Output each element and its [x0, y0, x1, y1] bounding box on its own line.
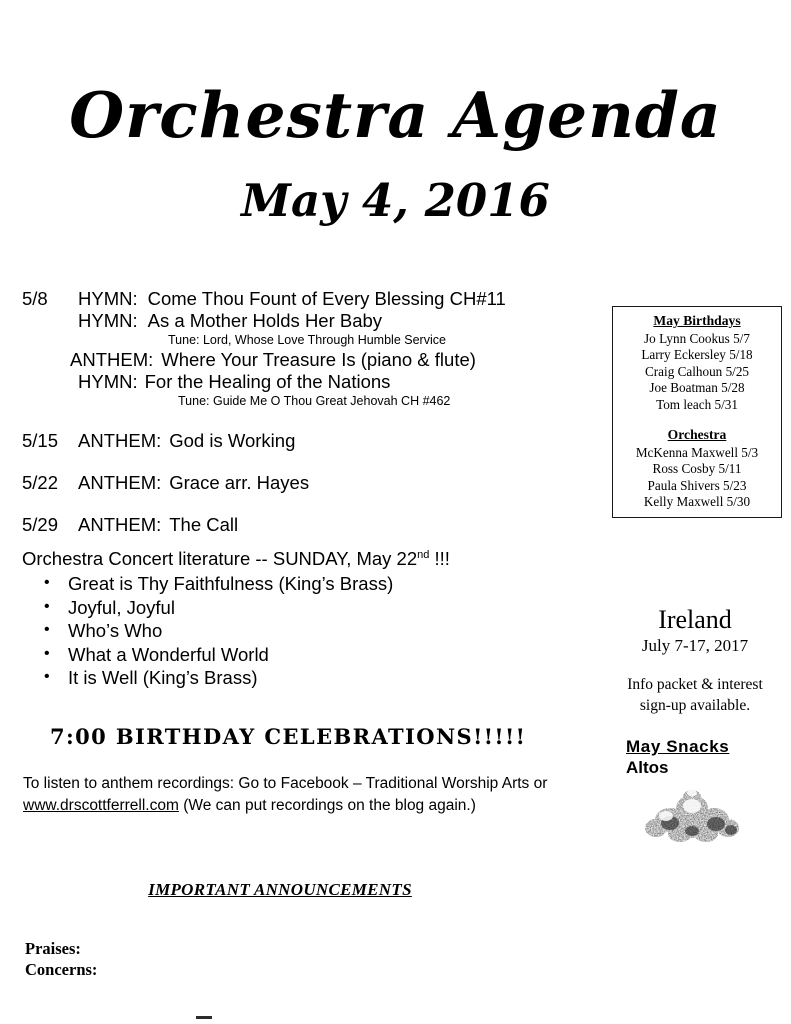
prayer-requests: [25, 938, 97, 980]
schedule-row: [22, 514, 582, 536]
birthday-entry: McKenna Maxwell 5/3: [635, 444, 759, 460]
praises-label: Praises:: [25, 939, 81, 958]
spacer: [22, 410, 582, 430]
ireland-title: Ireland: [658, 605, 732, 634]
list-item: • It is Well (King’s Brass): [68, 666, 562, 690]
birthday-entry: Tom leach 5/31: [656, 396, 738, 412]
birthdays-heading: May Birthdays: [653, 313, 741, 328]
schedule-label: HYMN:: [78, 288, 138, 309]
fruit-basket-clipart: [636, 784, 748, 846]
schedule-date: 5/15: [22, 430, 59, 451]
concert-heading-suffix: !!!: [429, 548, 450, 570]
schedule-label: ANTHEM:: [78, 430, 162, 451]
birthday-entry: Larry Eckersley 5/18: [641, 347, 753, 362]
announcements-heading: IMPORTANT ANNOUNCEMENTS: [148, 880, 412, 899]
schedule-value: The Call: [169, 514, 239, 535]
ireland-note: [598, 674, 791, 716]
page-title: Orchestra Agenda: [69, 78, 722, 152]
schedule-row: [22, 430, 582, 452]
birthday-entry: Kelly Maxwell 5/30: [643, 494, 751, 509]
recordings-line-2: [23, 795, 593, 817]
schedule-label: ANTHEM:: [78, 472, 162, 493]
page-bottom-ink-fragment: [196, 1016, 212, 1019]
faded-announcement-text: [60, 908, 650, 926]
concerns-label: Concerns:: [25, 960, 98, 979]
concert-literature: [22, 543, 562, 690]
page-date: May 4, 2016: [241, 174, 550, 227]
schedule-label: HYMN:: [78, 371, 138, 392]
ireland-note-line-2: sign-up available.: [639, 697, 751, 714]
schedule-row: [22, 288, 582, 310]
birthday-celebration-line: 7:00 BIRTHDAY CELEBRATIONS!!!!!: [50, 724, 527, 749]
ireland-dates: July 7-17, 2017: [641, 636, 749, 655]
schedule-label: HYMN:: [78, 310, 138, 331]
recordings-line-2-tail: (We can put recordings on the blog again.): [178, 797, 476, 814]
schedule-tune: Tune: Guide Me O Thou Great Jehovah CH #462: [178, 394, 451, 408]
schedule-label: ANTHEM:: [70, 349, 154, 370]
schedule-value: Grace arr. Hayes: [169, 472, 310, 493]
schedule-date: 5/29: [22, 514, 59, 535]
schedule-row: [22, 472, 582, 494]
schedule-row: [14, 349, 582, 371]
schedule-value: For the Healing of the Nations: [144, 371, 391, 392]
spacer: [613, 413, 781, 427]
schedule-value: God is Working: [169, 430, 296, 451]
schedule-value: As a Mother Holds Her Baby: [147, 310, 383, 331]
schedule-row: [22, 310, 582, 332]
birthdays-box: [612, 306, 782, 518]
recordings-line-1: To listen to anthem recordings: Go to Facebook – Traditional Worship Arts or: [23, 775, 548, 792]
concert-heading-ordinal: nd: [417, 549, 430, 561]
schedule-value: Where Your Treasure Is (piano & flute): [161, 349, 476, 370]
birthday-entry: Paula Shivers 5/23: [647, 477, 747, 493]
schedule-tune: Tune: Lord, Whose Love Through Humble Service: [168, 333, 446, 347]
snacks-block: [626, 736, 791, 778]
schedule-label: ANTHEM:: [78, 514, 162, 535]
birthday-entry: Ross Cosby 5/11: [652, 461, 742, 476]
schedule-date: 5/8: [22, 288, 48, 309]
concert-piece-list: [22, 572, 562, 690]
service-schedule: [22, 288, 582, 536]
birthday-entry: Joe Boatman 5/28: [649, 380, 745, 395]
spacer: [22, 494, 582, 514]
website-link[interactable]: www.drscottferrell.com: [23, 797, 179, 814]
ireland-trip-block: [598, 605, 791, 716]
schedule-date: 5/22: [22, 472, 59, 493]
schedule-row: [22, 371, 582, 393]
snacks-heading: May Snacks: [626, 737, 730, 756]
orchestra-birthdays-heading: Orchestra: [667, 427, 727, 442]
birthday-entry: Jo Lynn Cookus 5/7: [644, 330, 750, 346]
concert-heading: [22, 543, 562, 571]
schedule-value: Come Thou Fount of Every Blessing CH#11: [147, 288, 506, 309]
ireland-note-line-1: Info packet & interest: [627, 676, 763, 693]
list-item: • What a Wonderful World: [68, 643, 562, 667]
concert-heading-prefix: Orchestra Concert literature -- SUNDAY, May 22: [22, 548, 418, 570]
schedule-group-0: [22, 288, 582, 410]
recordings-note: [23, 773, 593, 817]
snacks-group: Altos: [626, 758, 669, 777]
spacer: [22, 452, 582, 472]
list-item: • Joyful, Joyful: [68, 596, 562, 620]
birthday-entry: Craig Calhoun 5/25: [644, 363, 750, 379]
list-item: • Great is Thy Faithfulness (King’s Brass): [68, 572, 562, 596]
list-item: • Who’s Who: [68, 619, 562, 643]
